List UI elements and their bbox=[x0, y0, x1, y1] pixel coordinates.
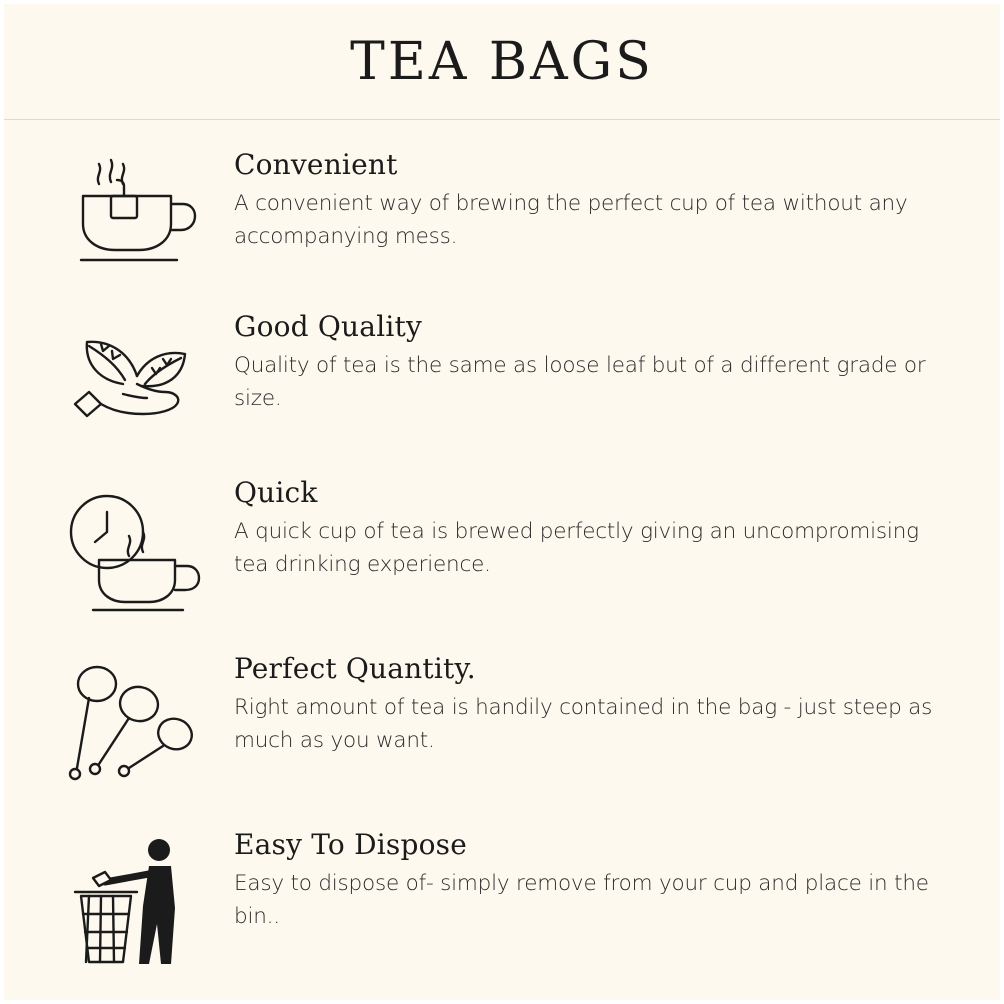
list-item bbox=[34, 652, 970, 790]
feature-title: Quick bbox=[234, 476, 318, 509]
list-item bbox=[34, 476, 970, 614]
list-item bbox=[34, 828, 970, 971]
list-item-text bbox=[234, 652, 970, 758]
list-item-text bbox=[234, 148, 970, 254]
feature-title: Perfect Quantity. bbox=[234, 652, 476, 685]
feature-description: A quick cup of tea is brewed perfectly giving an uncompromising tea drinking experience. bbox=[234, 519, 919, 578]
teacup-with-teabag-icon bbox=[34, 148, 234, 272]
person-throwing-trash-icon bbox=[34, 828, 234, 971]
list-item-text bbox=[234, 310, 970, 416]
feature-description: Quality of tea is the same as loose leaf but of a different grade or size. bbox=[234, 353, 926, 412]
features-list bbox=[4, 120, 1000, 971]
list-item-text bbox=[234, 828, 970, 934]
measuring-spoons-icon bbox=[34, 652, 234, 790]
list-item bbox=[34, 148, 970, 272]
feature-title: Good Quality bbox=[234, 310, 422, 343]
page-title: TEA BAGS bbox=[350, 31, 654, 92]
hand-holding-tea-leaves-icon bbox=[34, 310, 234, 438]
page-header bbox=[4, 4, 1000, 120]
list-item bbox=[34, 310, 970, 438]
feature-title: Convenient bbox=[234, 148, 398, 181]
feature-title: Easy To Dispose bbox=[234, 828, 467, 861]
feature-description: Easy to dispose of- simply remove from your cup and place in the bin.. bbox=[234, 871, 929, 930]
clock-and-teacup-icon bbox=[34, 476, 234, 614]
list-item-text bbox=[234, 476, 970, 582]
feature-description: A convenient way of brewing the perfect cup of tea without any accompanying mess. bbox=[234, 191, 908, 250]
feature-description: Right amount of tea is handily contained in the bag - just steep as much as you want. bbox=[234, 695, 933, 754]
